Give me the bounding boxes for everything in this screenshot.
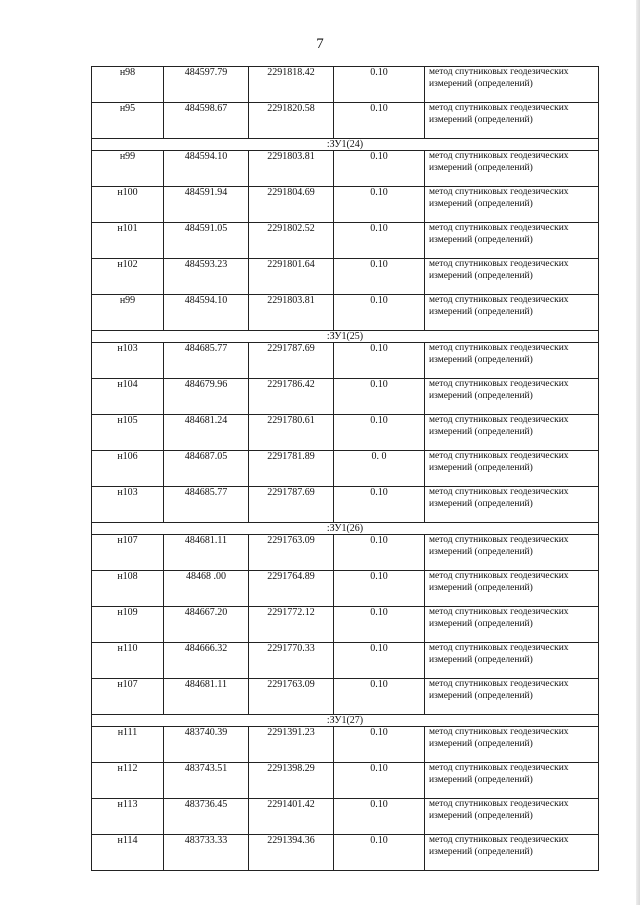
table-row — [92, 799, 599, 835]
table-row — [92, 379, 599, 415]
method-cell: метод спутниковых геодезических измерений (определений) — [425, 535, 599, 571]
y-coordinate-cell: 2291781.89 — [249, 451, 334, 487]
section-header-row — [92, 523, 599, 535]
x-coordinate-cell: 483736.45 — [164, 799, 249, 835]
table-row — [92, 103, 599, 139]
point-name-cell: н100 — [92, 187, 164, 223]
y-coordinate-cell: 2291801.64 — [249, 259, 334, 295]
x-coordinate-cell: 484666.32 — [164, 643, 249, 679]
method-cell: метод спутниковых геодезических измерений (определений) — [425, 151, 599, 187]
point-name-cell: н110 — [92, 643, 164, 679]
accuracy-cell: 0.10 — [334, 187, 425, 223]
accuracy-cell: 0.10 — [334, 535, 425, 571]
table-row — [92, 187, 599, 223]
point-name-cell: н103 — [92, 343, 164, 379]
y-coordinate-cell: 2291802.52 — [249, 223, 334, 259]
y-coordinate-cell: 2291763.09 — [249, 679, 334, 715]
point-name-cell: н114 — [92, 835, 164, 871]
y-coordinate-cell: 2291394.36 — [249, 835, 334, 871]
table-row — [92, 259, 599, 295]
table-row — [92, 607, 599, 643]
y-coordinate-cell: 2291770.33 — [249, 643, 334, 679]
x-coordinate-cell: 484681.24 — [164, 415, 249, 451]
method-cell: метод спутниковых геодезических измерений (определений) — [425, 223, 599, 259]
point-name-cell: н107 — [92, 679, 164, 715]
x-coordinate-cell: 484598.67 — [164, 103, 249, 139]
point-name-cell: н104 — [92, 379, 164, 415]
point-name-cell: н106 — [92, 451, 164, 487]
x-coordinate-cell: 484685.77 — [164, 343, 249, 379]
point-name-cell: н95 — [92, 103, 164, 139]
accuracy-cell: 0.10 — [334, 151, 425, 187]
accuracy-cell: 0.10 — [334, 763, 425, 799]
method-cell: метод спутниковых геодезических измерений (определений) — [425, 295, 599, 331]
table-row — [92, 223, 599, 259]
accuracy-cell: 0.10 — [334, 103, 425, 139]
y-coordinate-cell: 2291391.23 — [249, 727, 334, 763]
accuracy-cell: 0.10 — [334, 487, 425, 523]
point-name-cell: н98 — [92, 67, 164, 103]
point-name-cell: н107 — [92, 535, 164, 571]
y-coordinate-cell: 2291772.12 — [249, 607, 334, 643]
x-coordinate-cell: 484594.10 — [164, 295, 249, 331]
accuracy-cell: 0.10 — [334, 295, 425, 331]
x-coordinate-cell: 484594.10 — [164, 151, 249, 187]
method-cell: метод спутниковых геодезических измерений (определений) — [425, 835, 599, 871]
table-row — [92, 571, 599, 607]
table-row — [92, 835, 599, 871]
accuracy-cell: 0.10 — [334, 727, 425, 763]
accuracy-cell: 0.10 — [334, 379, 425, 415]
y-coordinate-cell: 2291804.69 — [249, 187, 334, 223]
section-label: :ЗУ1(27) — [92, 715, 599, 727]
y-coordinate-cell: 2291786.42 — [249, 379, 334, 415]
section-label: :ЗУ1(26) — [92, 523, 599, 535]
table-row — [92, 343, 599, 379]
scan-edge — [636, 0, 640, 905]
accuracy-cell: 0.10 — [334, 679, 425, 715]
table-row — [92, 643, 599, 679]
point-name-cell: н109 — [92, 607, 164, 643]
point-name-cell: н113 — [92, 799, 164, 835]
y-coordinate-cell: 2291764.89 — [249, 571, 334, 607]
method-cell: метод спутниковых геодезических измерений (определений) — [425, 103, 599, 139]
accuracy-cell: 0.10 — [334, 259, 425, 295]
x-coordinate-cell: 484687.05 — [164, 451, 249, 487]
table-row — [92, 679, 599, 715]
y-coordinate-cell: 2291803.81 — [249, 151, 334, 187]
x-coordinate-cell: 48468 .00 — [164, 571, 249, 607]
accuracy-cell: 0.10 — [334, 343, 425, 379]
method-cell: метод спутниковых геодезических измерений (определений) — [425, 487, 599, 523]
page-number: 7 — [316, 36, 324, 52]
accuracy-cell: 0.10 — [334, 799, 425, 835]
method-cell: метод спутниковых геодезических измерений (определений) — [425, 763, 599, 799]
x-coordinate-cell: 484679.96 — [164, 379, 249, 415]
method-cell: метод спутниковых геодезических измерений (определений) — [425, 571, 599, 607]
accuracy-cell: 0.10 — [334, 67, 425, 103]
y-coordinate-cell: 2291787.69 — [249, 487, 334, 523]
x-coordinate-cell: 484591.05 — [164, 223, 249, 259]
accuracy-cell: 0.10 — [334, 415, 425, 451]
table-row — [92, 727, 599, 763]
section-header-row — [92, 715, 599, 727]
table-row — [92, 763, 599, 799]
accuracy-cell: 0.10 — [334, 835, 425, 871]
table-row — [92, 67, 599, 103]
method-cell: метод спутниковых геодезических измерений (определений) — [425, 379, 599, 415]
coordinates-table-body — [92, 67, 599, 871]
method-cell: метод спутниковых геодезических измерений (определений) — [425, 67, 599, 103]
method-cell: метод спутниковых геодезических измерений (определений) — [425, 607, 599, 643]
x-coordinate-cell: 484597.79 — [164, 67, 249, 103]
method-cell: метод спутниковых геодезических измерений (определений) — [425, 187, 599, 223]
x-coordinate-cell: 484681.11 — [164, 535, 249, 571]
accuracy-cell: 0.10 — [334, 571, 425, 607]
x-coordinate-cell: 483733.33 — [164, 835, 249, 871]
point-name-cell: н99 — [92, 151, 164, 187]
point-name-cell: н101 — [92, 223, 164, 259]
point-name-cell: н105 — [92, 415, 164, 451]
method-cell: метод спутниковых геодезических измерений (определений) — [425, 415, 599, 451]
section-label: :ЗУ1(25) — [92, 331, 599, 343]
method-cell: метод спутниковых геодезических измерений (определений) — [425, 259, 599, 295]
table-row — [92, 295, 599, 331]
accuracy-cell: 0.10 — [334, 643, 425, 679]
method-cell: метод спутниковых геодезических измерений (определений) — [425, 727, 599, 763]
x-coordinate-cell: 484667.20 — [164, 607, 249, 643]
y-coordinate-cell: 2291820.58 — [249, 103, 334, 139]
accuracy-cell: 0.10 — [334, 607, 425, 643]
x-coordinate-cell: 484681.11 — [164, 679, 249, 715]
method-cell: метод спутниковых геодезических измерений (определений) — [425, 679, 599, 715]
point-name-cell: н103 — [92, 487, 164, 523]
table-row — [92, 151, 599, 187]
section-label: :ЗУ1(24) — [92, 139, 599, 151]
method-cell: метод спутниковых геодезических измерений (определений) — [425, 643, 599, 679]
accuracy-cell: 0. 0 — [334, 451, 425, 487]
y-coordinate-cell: 2291763.09 — [249, 535, 334, 571]
y-coordinate-cell: 2291780.61 — [249, 415, 334, 451]
section-header-row — [92, 139, 599, 151]
point-name-cell: н111 — [92, 727, 164, 763]
method-cell: метод спутниковых геодезических измерений (определений) — [425, 343, 599, 379]
section-header-row — [92, 331, 599, 343]
point-name-cell: н102 — [92, 259, 164, 295]
x-coordinate-cell: 484591.94 — [164, 187, 249, 223]
table-row — [92, 487, 599, 523]
method-cell: метод спутниковых геодезических измерений (определений) — [425, 799, 599, 835]
y-coordinate-cell: 2291803.81 — [249, 295, 334, 331]
y-coordinate-cell: 2291818.42 — [249, 67, 334, 103]
method-cell: метод спутниковых геодезических измерений (определений) — [425, 451, 599, 487]
point-name-cell: н112 — [92, 763, 164, 799]
table-row — [92, 415, 599, 451]
point-name-cell: н108 — [92, 571, 164, 607]
table-row — [92, 535, 599, 571]
point-name-cell: н99 — [92, 295, 164, 331]
coordinates-table — [91, 66, 599, 871]
x-coordinate-cell: 483740.39 — [164, 727, 249, 763]
y-coordinate-cell: 2291787.69 — [249, 343, 334, 379]
accuracy-cell: 0.10 — [334, 223, 425, 259]
x-coordinate-cell: 483743.51 — [164, 763, 249, 799]
x-coordinate-cell: 484593.23 — [164, 259, 249, 295]
y-coordinate-cell: 2291401.42 — [249, 799, 334, 835]
table-row — [92, 451, 599, 487]
y-coordinate-cell: 2291398.29 — [249, 763, 334, 799]
x-coordinate-cell: 484685.77 — [164, 487, 249, 523]
